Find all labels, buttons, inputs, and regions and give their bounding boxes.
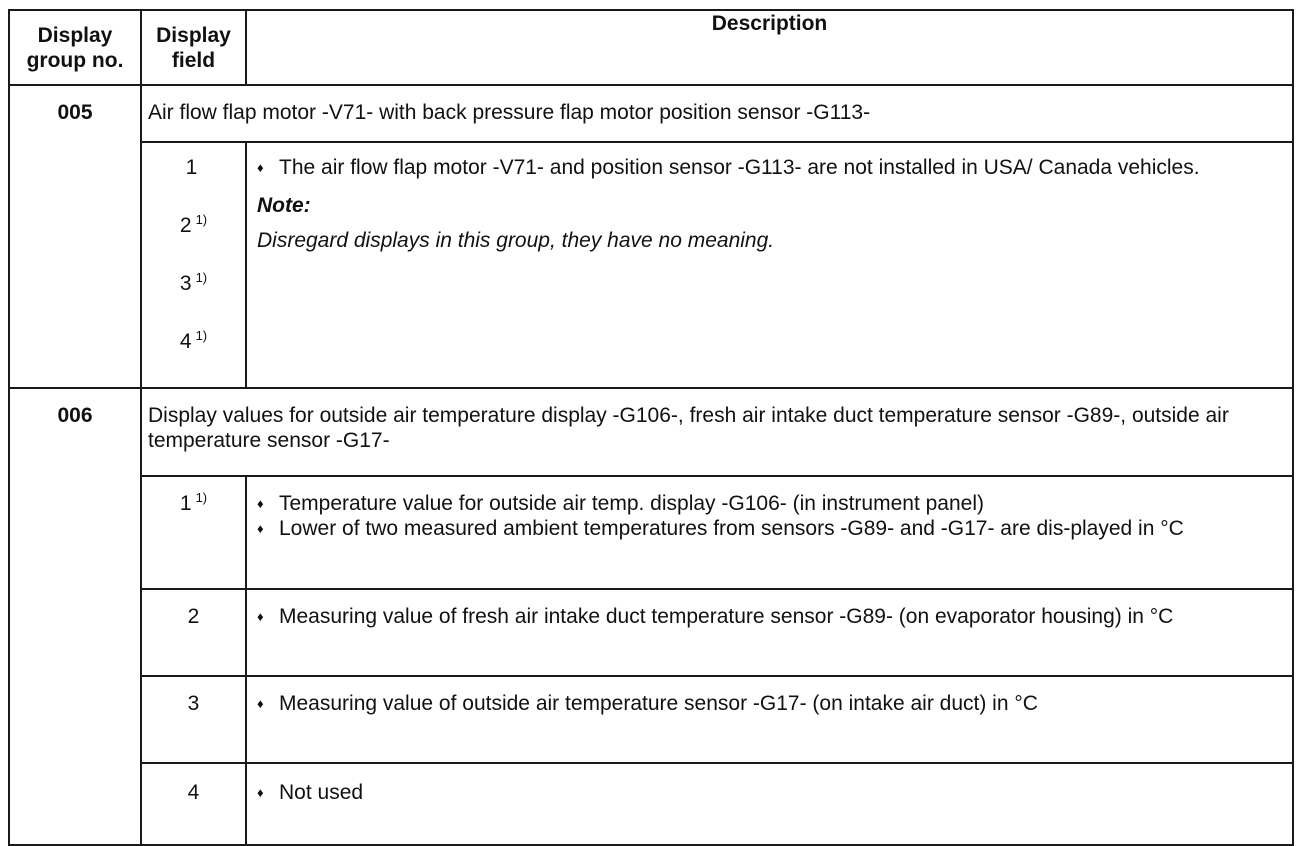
field-number: 1: [185, 156, 198, 179]
header-display-field: [141, 10, 246, 85]
bullet-item: ♦ Measuring value of outside air temperature sensor -G17- (on intake air duct) in °C: [257, 692, 1038, 715]
bullet-icon: ♦: [257, 696, 264, 711]
bullet-icon: ♦: [257, 609, 264, 624]
header-field-line1: Display: [156, 23, 231, 47]
header-display-group-no: [9, 10, 141, 85]
table-row: [9, 763, 1293, 845]
group-005-title-row: [9, 85, 1293, 142]
group-006-title-row: [9, 388, 1293, 476]
field-number: 1 $^{1)}$: [141, 476, 246, 589]
group-006-title: Display values for outside air temperature display -G106-, fresh air intake duct temperature sensor -G89-, outside air temperature sensor -G17-: [141, 388, 1293, 476]
field-description: [246, 476, 1293, 589]
bullet-item: ♦ Lower of two measured ambient temperatures from sensors -G89- and -G17- are dis-played in °C: [257, 517, 1184, 540]
bullet-icon: ♦: [257, 160, 264, 175]
table-row: [9, 476, 1293, 589]
group-005-description: [246, 142, 1293, 388]
group-005-detail-row: [9, 142, 1293, 388]
field-number: 4 $^{1)}$: [179, 328, 208, 353]
bullet-icon: ♦: [257, 496, 264, 511]
group-005-title: Air flow flap motor -V71- with back pressure flap motor position sensor -G113-: [141, 85, 1293, 142]
table-row: [9, 589, 1293, 676]
header-description: Description: [246, 10, 1293, 85]
field-number: 2: [141, 589, 246, 676]
table-header-row: [9, 10, 1293, 85]
bullet-item: ♦ Temperature value for outside air temp. display -G106- (in instrument panel): [257, 492, 984, 515]
bullet-icon: ♦: [257, 521, 264, 536]
field-description: [246, 763, 1293, 845]
display-groups-table: [8, 9, 1294, 846]
header-group-line2: group no.: [26, 48, 124, 72]
note-label: Note:: [257, 194, 311, 217]
header-field-line2: field: [171, 48, 216, 72]
bullet-item: ♦ Not used: [257, 781, 364, 804]
field-description: [246, 589, 1293, 676]
field-number: 3 $^{1)}$: [179, 270, 208, 295]
table-row: [9, 676, 1293, 763]
field-number: 3: [141, 676, 246, 763]
group-number-006: 006: [9, 388, 141, 845]
note-text: Disregard displays in this group, they have no meaning.: [257, 229, 775, 252]
field-number: 2 $^{1)}$: [179, 212, 208, 237]
field-number: 4: [141, 763, 246, 845]
bullet-icon: ♦: [257, 785, 264, 800]
bullet-item: ♦ The air flow flap motor -V71- and position sensor -G113- are not installed in USA/ Canada vehicles.: [257, 156, 1200, 179]
field-description: [246, 676, 1293, 763]
header-group-line1: Display: [37, 23, 113, 47]
bullet-item: ♦ Measuring value of fresh air intake duct temperature sensor -G89- (on evaporator housing) in °C: [257, 605, 1174, 628]
group-005-fields: [141, 142, 246, 388]
group-number-005: 005: [9, 85, 141, 388]
